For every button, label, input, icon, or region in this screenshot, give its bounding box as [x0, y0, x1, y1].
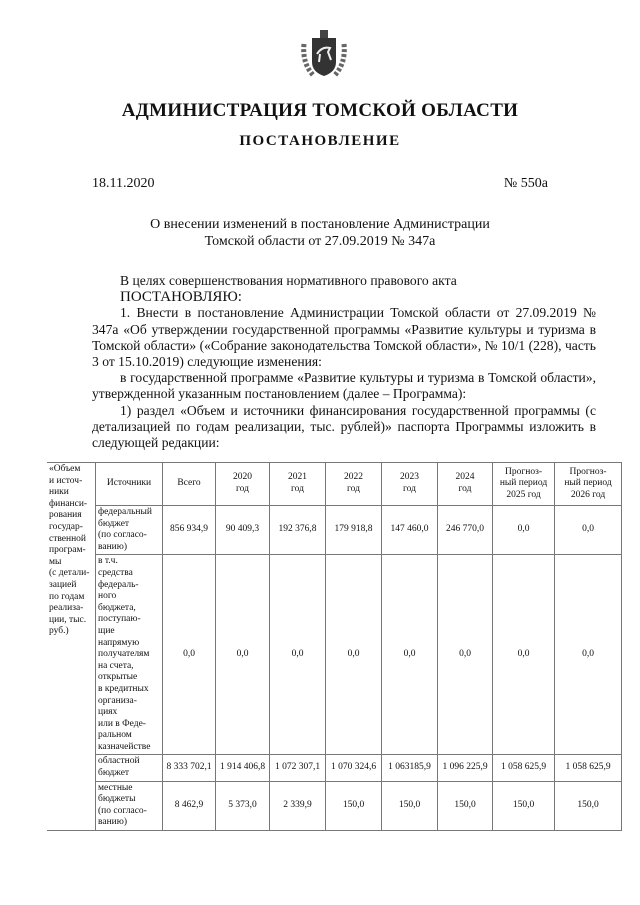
value-cell: 150,0 [493, 781, 555, 830]
value-cell: 0,0 [216, 555, 270, 755]
value-cell: 1 096 225,9 [438, 755, 493, 781]
value-cell: 0,0 [382, 555, 438, 755]
value-cell: 192 376,8 [270, 506, 326, 555]
source-cell: местные бюджеты (по согласо- ванию) [96, 781, 163, 830]
table-header-row [47, 463, 622, 506]
paragraph: в государственной программе «Развитие культуры и туризма в Томской области», утвержденной указанным постановлением (далее – Программа): [92, 370, 596, 402]
value-cell: 1 072 307,1 [270, 755, 326, 781]
table-row [47, 555, 622, 755]
value-cell: 0,0 [493, 506, 555, 555]
value-cell: 8 462,9 [163, 781, 216, 830]
value-cell: 179 918,8 [326, 506, 382, 555]
value-cell: 90 409,3 [216, 506, 270, 555]
value-cell: 1 070 324,6 [326, 755, 382, 781]
table-row [47, 506, 622, 555]
value-cell: 1 914 406,8 [216, 755, 270, 781]
column-header: Прогноз- ный период 2025 год [493, 463, 555, 506]
value-cell: 1 058 625,9 [555, 755, 622, 781]
column-header: 2022 год [326, 463, 382, 506]
resolution-word: ПОСТАНОВЛЯЮ: [120, 289, 242, 306]
table-row [47, 755, 622, 781]
column-header: Источники [96, 463, 163, 506]
document-date: 18.11.2020 [92, 176, 155, 191]
value-cell: 1 063185,9 [382, 755, 438, 781]
document-body [92, 273, 596, 451]
subject-line: Томской области от 27.09.2019 № 347а [204, 234, 436, 249]
column-header: Прогноз- ный период 2026 год [555, 463, 622, 506]
column-header: 2020 год [216, 463, 270, 506]
value-cell: 856 934,9 [163, 506, 216, 555]
value-cell: 0,0 [493, 555, 555, 755]
value-cell: 0,0 [555, 506, 622, 555]
source-cell: федеральный бюджет (по согласо- ванию) [96, 506, 163, 555]
column-header: 2021 год [270, 463, 326, 506]
value-cell: 0,0 [555, 555, 622, 755]
value-cell: 8 333 702,1 [163, 755, 216, 781]
source-cell: областной бюджет [96, 755, 163, 781]
value-cell: 0,0 [163, 555, 216, 755]
row-label: «Объем и источ- ники финанси- рования государ- ственной програм- мы (с детали- зацией по годам реализа- ции, тыс. руб.) [47, 463, 96, 831]
document-type: ПОСТАНОВЛЕНИЕ [239, 133, 401, 149]
document-subject [0, 216, 640, 250]
value-cell: 150,0 [326, 781, 382, 830]
column-header: Всего [163, 463, 216, 506]
subject-line: О внесении изменений в постановление Администрации [150, 217, 490, 232]
paragraph: 1. Внести в постановление Администрации Томской области от 27.09.2019 № 347а «Об утверждении государственной программы «Развитие культуры и туризма в Томской области» («Собрание законодательства Томской области», № 10/1 (228), часть 3 от 15.10.2019) следующие изменения: [92, 305, 596, 370]
value-cell: 1 058 625,9 [493, 755, 555, 781]
paragraph: В целях совершенствования нормативного правового акта [120, 273, 457, 288]
source-cell: в т.ч. средства федераль- ного бюджета, поступаю- щие напрямую получателям на счета, открытые в кредитных организа- циях или в Феде- ральном казначействе [96, 555, 163, 755]
value-cell: 150,0 [555, 781, 622, 830]
organization-title: АДМИНИСТРАЦИЯ ТОМСКОЙ ОБЛАСТИ [121, 100, 519, 121]
table-row [47, 781, 622, 830]
value-cell: 0,0 [438, 555, 493, 755]
column-header: 2023 год [382, 463, 438, 506]
value-cell: 150,0 [382, 781, 438, 830]
value-cell: 2 339,9 [270, 781, 326, 830]
tomsk-coat-of-arms-emblem [300, 24, 348, 82]
value-cell: 150,0 [438, 781, 493, 830]
column-header: 2024 год [438, 463, 493, 506]
financing-table [47, 462, 622, 831]
value-cell: 147 460,0 [382, 506, 438, 555]
document-number: № 550а [503, 176, 548, 191]
value-cell: 5 373,0 [216, 781, 270, 830]
value-cell: 0,0 [326, 555, 382, 755]
value-cell: 246 770,0 [438, 506, 493, 555]
paragraph: 1) раздел «Объем и источники финансирования государственной программы (с детализацией по годам реализации, тыс. рублей)» паспорта Программы изложить в следующей редакции: [92, 402, 596, 451]
value-cell: 0,0 [270, 555, 326, 755]
